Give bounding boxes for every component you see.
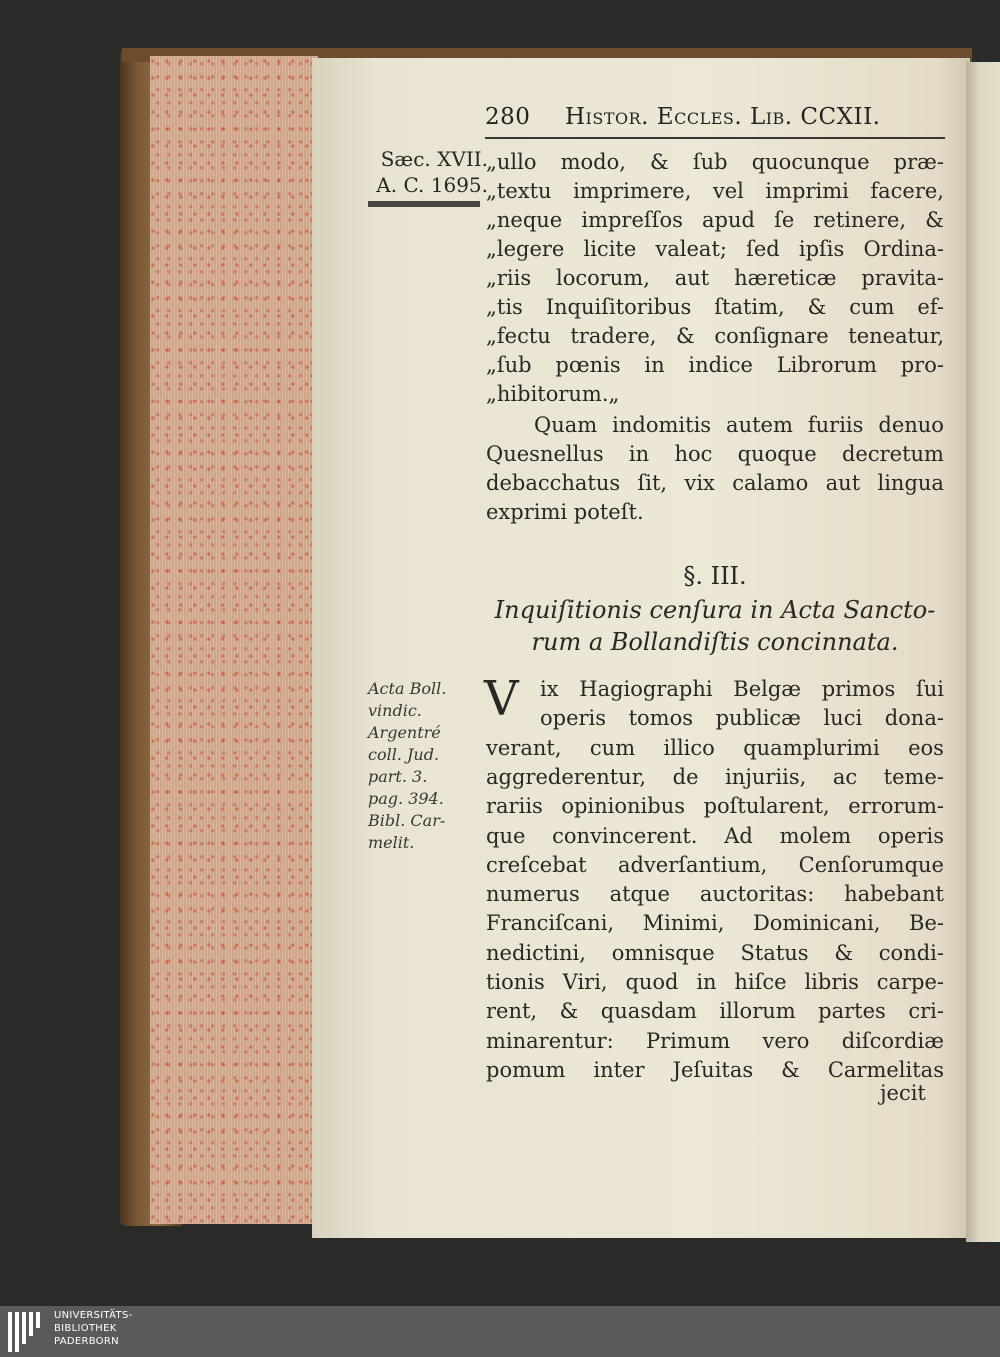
text-line: „ullo modo, & ſub quocunque præ- — [486, 150, 944, 174]
text-line: exprimi poteſt. — [486, 500, 644, 524]
text-line: „riis locorum, aut hæreticæ pravita- — [486, 266, 944, 290]
side-note-line: part. 3. — [368, 767, 428, 786]
page-number: 280 — [485, 104, 531, 130]
text-line: verant, cum illico quamplurimi eos — [486, 735, 944, 760]
section-heading-line-1: Inquiſitionis cenſura in Acta Sancto- — [494, 596, 936, 624]
text-line: que convincerent. Ad molem operis — [486, 823, 944, 848]
side-note-line: pag. 394. — [368, 789, 444, 808]
running-title: Histor. Eccles. Lib. CCXII. — [565, 104, 881, 130]
text-line: minarentur: Primum vero diſcordiæ — [486, 1028, 944, 1053]
text-line: pomum inter Jeſuitas & Carmelitas — [486, 1057, 944, 1082]
text-line: „legere licite valeat; ſed ipſis Ordina- — [486, 237, 944, 261]
page-edges-sprinkled — [150, 56, 318, 1224]
logo-line-2: BIBLIOTHEK — [54, 1323, 117, 1334]
side-note-line: melit. — [368, 833, 415, 852]
text-line: ix Hagiographi Belgæ primos ſui — [540, 677, 944, 701]
margin-year — [360, 146, 488, 198]
margin-anno: A. C. 1695. — [376, 173, 488, 197]
margin-century: Sæc. XVII. — [380, 147, 488, 171]
text-line: operis tomos publicæ luci dona- — [540, 706, 944, 731]
text-line: „textu imprimere, vel imprimi facere, — [486, 179, 944, 203]
marginal-reference — [368, 678, 478, 854]
text-line: aggrederentur, de injuriis, ac teme- — [486, 764, 944, 789]
side-note-line: coll. Jud. — [368, 745, 440, 764]
logo-line-3: PADERBORN — [54, 1336, 119, 1347]
text-line: rent, & quasdam illorum partes cri- — [486, 999, 944, 1024]
running-header — [485, 100, 945, 134]
text-line: debacchatus ſit, vix calamo aut lingua — [486, 471, 944, 495]
facing-page-edge — [966, 62, 1000, 1242]
side-note-line: Acta Boll. — [368, 679, 447, 698]
side-note-line: vindic. — [368, 701, 422, 720]
text-line: Franciſcani, Minimi, Dominicani, Be- — [486, 911, 944, 936]
text-line: numerus atque auctoritas: habebant — [486, 882, 944, 907]
text-line: rariis opinionibus poſtularent, errorum- — [486, 794, 944, 819]
text-line: nedictini, omnisque Status & condi- — [486, 940, 944, 965]
section-heading-line-2: rum a Bollandiſtis concinnata. — [531, 628, 899, 656]
text-line: tionis Viri, quod in hiſce libris carpe- — [486, 970, 944, 994]
logo-line-1: UNIVERSITÄTS- — [54, 1310, 133, 1321]
text-line: creſcebat adverſantium, Cenſorumque — [486, 852, 944, 877]
text-line: „fectu tradere, & conſignare teneatur, — [486, 324, 944, 348]
drop-capital: V — [484, 671, 519, 727]
text-line: „hibitorum.„ — [486, 382, 620, 406]
library-logo-icon — [8, 1312, 44, 1352]
text-line: „ſub pœnis in indice Librorum pro- — [486, 353, 944, 377]
side-note-line: Argentré — [368, 723, 441, 742]
catchword: jecit — [880, 1081, 926, 1105]
margin-year-rule — [368, 201, 480, 207]
library-logo-text — [54, 1309, 174, 1348]
text-line: „tis Inquiſitoribus ſtatim, & cum ef- — [486, 295, 944, 319]
side-note-line: Bibl. Car- — [368, 811, 446, 830]
text-line: Quesnellus in hoc quoque decretum — [486, 442, 944, 466]
section-mark: §. III. — [683, 562, 747, 590]
header-rule — [485, 137, 945, 139]
text-line: „neque impreſſos apud ſe retinere, & — [486, 208, 944, 232]
text-line: Quam indomitis autem furiis denuo — [534, 413, 944, 437]
